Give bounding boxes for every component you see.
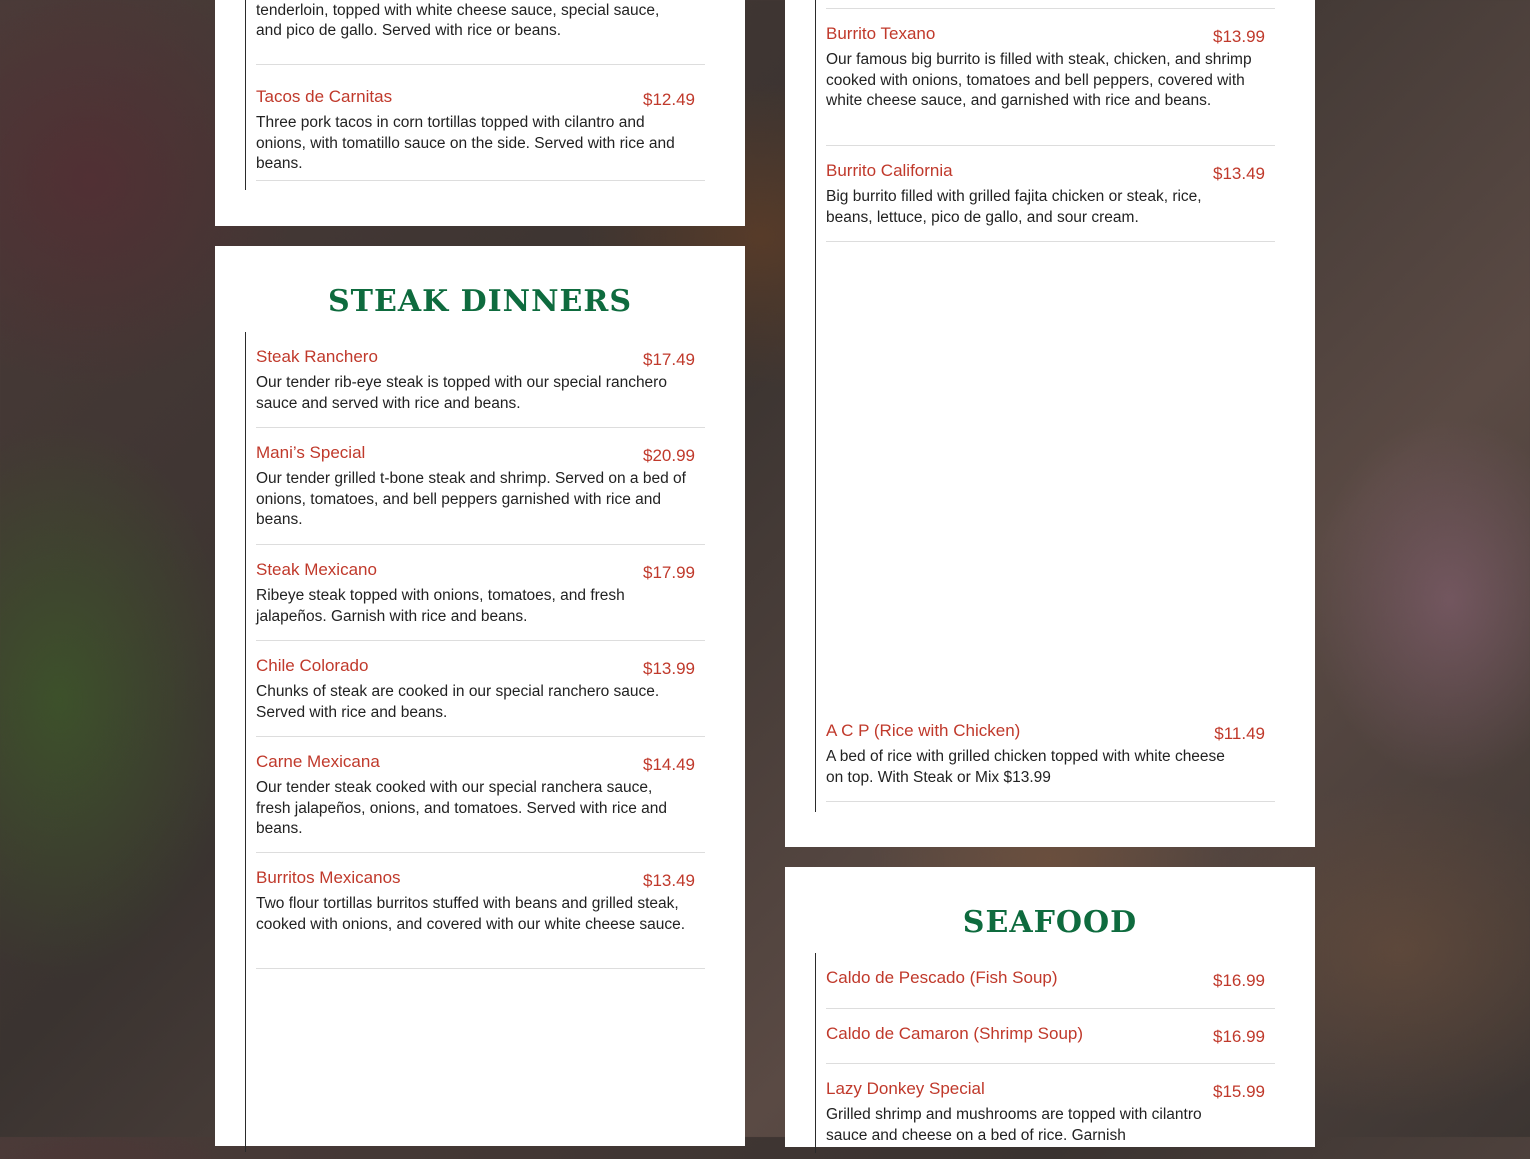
menu-item-burrito-california[interactable]	[826, 161, 1275, 242]
menu-item-burritos-mexicanos[interactable]	[256, 868, 705, 969]
menu-item-steak-ranchero[interactable]	[256, 347, 705, 428]
item-name: Caldo de Camaron (Shrimp Soup)	[826, 1024, 1084, 1043]
item-description: Grilled shrimp and mushrooms are topped with cilantro sauce and cheese on a bed of rice. Garnish	[826, 1106, 1202, 1144]
item-price: $14.49	[643, 755, 695, 774]
menu-item-acp-rice-with-chicken[interactable]	[826, 721, 1275, 802]
item-description: Our tender grilled t-bone steak and shrimp. Served on a bed of onions, tomatoes, and bell peppers garnished with rice and beans.	[256, 470, 686, 528]
item-name: Tacos de Carnitas	[256, 87, 393, 106]
item-price: $17.99	[643, 563, 695, 582]
item-price: $13.99	[643, 659, 695, 678]
item-description: Ribeye steak topped with onions, tomatoes, and fresh jalapeños. Garnish with rice and beans.	[256, 587, 625, 625]
item-name: Lazy Donkey Special	[826, 1079, 985, 1098]
divider-line	[815, 0, 816, 812]
item-description: Chunks of steak are cooked in our special ranchero sauce. Served with rice and beans.	[256, 683, 660, 721]
menu-item-burrito-texano[interactable]	[826, 24, 1275, 146]
item-description: Two flour tortillas burritos stuffed with beans and grilled steak, cooked with onions, and covered with our white cheese sauce.	[256, 895, 686, 933]
item-price: $13.49	[1213, 164, 1265, 183]
item-price: $16.99	[1213, 971, 1265, 990]
item-description: Big burrito filled with grilled fajita chicken or steak, rice, beans, lettuce, pico de gallo, and sour cream.	[826, 188, 1202, 226]
item-name: A C P (Rice with Chicken)	[826, 721, 1021, 740]
menu-item-caldo-de-pescado[interactable]	[826, 968, 1275, 1009]
item-description: Our tender steak cooked with our special ranchera sauce, fresh jalapeños, onions, and tomatoes. Served with rice and beans.	[256, 779, 667, 837]
item-name: Steak Ranchero	[256, 347, 378, 366]
item-description: tenderloin, topped with white cheese sauce, special sauce, and pico de gallo. Served with rice or beans.	[256, 1, 660, 39]
menu-item-divider	[826, 0, 1275, 9]
item-name: Chile Colorado	[256, 656, 369, 675]
steak-dinners-card	[215, 246, 745, 1146]
menu-item-carne-mexicana[interactable]	[256, 752, 705, 853]
menu-item-tacos-de-carnitas[interactable]	[256, 87, 705, 181]
left-top-card	[215, 0, 745, 226]
menu-item-manis-special[interactable]	[256, 443, 705, 545]
item-name: Burrito Texano	[826, 24, 936, 43]
section-title: SEAFOOD	[962, 905, 1138, 940]
item-description: Three pork tacos in corn tortillas topped with cilantro and onions, with tomatillo sauce on the side. Served with rice and beans.	[256, 114, 675, 172]
item-description: Our tender rib-eye steak is topped with our special ranchero sauce and served with rice and beans.	[256, 374, 667, 412]
item-name: Burritos Mexicanos	[256, 868, 401, 887]
item-price: $20.99	[643, 446, 695, 465]
right-top-card	[785, 0, 1315, 847]
item-name: Steak Mexicano	[256, 560, 377, 579]
item-description: Our famous big burrito is filled with steak, chicken, and shrimp cooked with onions, tomatoes and bell peppers, covered with white cheese sauce, and garnished with rice and beans.	[826, 51, 1252, 109]
divider-line	[245, 0, 246, 190]
item-price: $16.99	[1213, 1027, 1265, 1046]
item-name: Mani’s Special	[256, 443, 366, 462]
menu-item-steak-mexicano[interactable]	[256, 560, 705, 641]
item-name: Carne Mexicana	[256, 752, 380, 771]
menu-item-lazy-donkey-special[interactable]	[826, 1079, 1275, 1159]
item-price: $12.49	[643, 90, 695, 109]
menu-item-chile-colorado[interactable]	[256, 656, 705, 737]
divider-line	[245, 332, 246, 1152]
item-price: $17.49	[643, 350, 695, 369]
item-description: A bed of rice with grilled chicken topped with white cheese on top. With Steak or Mix $13.99	[826, 748, 1225, 786]
menu-item	[256, 0, 705, 65]
section-title: STEAK DINNERS	[327, 284, 632, 319]
divider-line	[815, 953, 816, 1153]
item-price: $13.49	[643, 871, 695, 890]
item-price: $11.49	[1214, 724, 1265, 743]
menu-item-caldo-de-camaron[interactable]	[826, 1024, 1275, 1064]
item-name: Burrito California	[826, 161, 953, 180]
item-name: Caldo de Pescado (Fish Soup)	[826, 968, 1058, 987]
item-price: $13.99	[1213, 27, 1265, 46]
item-price: $15.99	[1213, 1082, 1265, 1101]
seafood-card	[785, 867, 1315, 1147]
